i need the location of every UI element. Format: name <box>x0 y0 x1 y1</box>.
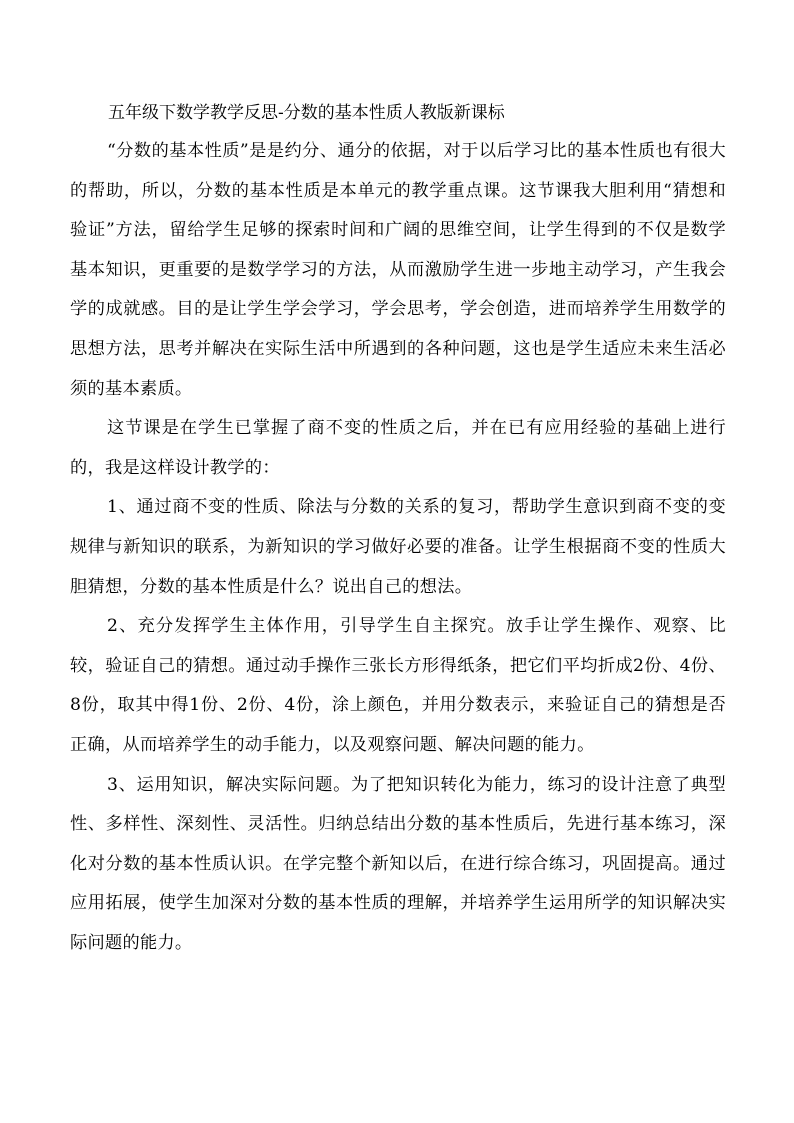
paragraph-step-2: 2、充分发挥学生主体作用，引导学生自主探究。放手让学生操作、观察、比较，验证自己的猜想。通过动手操作三张长方形得纸条，把它们平均折成2份、4份、8份，取其中得1份、2份、4份，涂上颜色，并用分数表示，来验证自己的猜想是否正确，从而培养学生的动手能力，以及观察问题、解决问题的能力。 <box>70 616 726 755</box>
paragraph-intro: “分数的基本性质”是是约分、通分的依据，对于以后学习比的基本性质也有很大的帮助，所以，分数的基本性质是本单元的教学重点课。这节课我大胆利用“猜想和验证”方法，留给学生足够的探索时间和广阔的思维空间，让学生得到的不仅是数学基本知识，更重要的是数学学习的方法，从而激励学生进一步地主动学习，产生我会学的成就感。目的是让学生学会学习，学会思考，学会创造，进而培养学生用数学的思想方法，思考并解决在实际生活中所遇到的各种问题，这也是学生适应未来生活必须的基本素质。 <box>70 141 726 399</box>
document-body <box>70 96 726 963</box>
paragraph-step-1: 1、通过商不变的性质、除法与分数的关系的复习，帮助学生意识到商不变的变规律与新知识的联系，为新知识的学习做好必要的准备。让学生根据商不变的性质大胆猜想，分数的基本性质是什么？说出自己的想法。 <box>70 497 726 597</box>
paragraph-design-overview: 这节课是在学生已掌握了商不变的性质之后，并在已有应用经验的基础上进行的，我是这样设计教学的： <box>70 418 726 478</box>
paragraph-step-3: 3、运用知识，解决实际问题。为了把知识转化为能力，练习的设计注意了典型性、多样性、深刻性、灵活性。归纳总结出分数的基本性质后，先进行基本练习，深化对分数的基本性质认识。在学完整个新知以后，在进行综合练习，巩固提高。通过应用拓展，使学生加深对分数的基本性质的理解，并培养学生运用所学的知识解决实际问题的能力。 <box>70 774 726 953</box>
document-title: 五年级下数学教学反思-分数的基本性质人教版新课标 <box>108 103 505 123</box>
